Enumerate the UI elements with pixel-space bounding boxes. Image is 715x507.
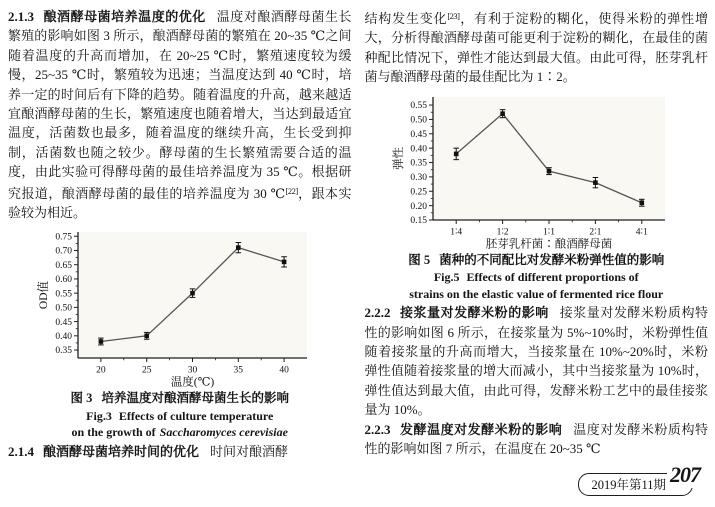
x-tick-label: 1∶1 xyxy=(543,227,556,238)
section-2-1-3-paragraph xyxy=(8,7,352,222)
x-tick-label: 2∶1 xyxy=(589,227,602,238)
data-point-marker xyxy=(547,168,552,173)
section-2-1-3-number: 2.1.3 xyxy=(8,9,34,24)
y-tick-label: 0.35 xyxy=(410,158,428,169)
y-tick-label: 0.30 xyxy=(410,172,428,183)
two-column-layout xyxy=(8,7,708,461)
data-point-marker xyxy=(501,111,506,116)
section-2-1-4-number: 2.1.4 xyxy=(8,443,34,459)
continued-text-end: ，有利于淀粉的糊化，使得米粉的弹性增大，分析得酿酒酵母菌可能更利于淀粉的糊化，在最佳的菌种配比情况下，弹性才能达到最大值。由此可得，胚芽乳杆菌与酿酒酵母菌的最佳配比为 1∶2。 xyxy=(364,11,708,85)
citation-ref-22: [22] xyxy=(285,185,298,196)
figure-3-en-text2: on the growth of xyxy=(71,425,156,440)
continued-paragraph xyxy=(365,7,709,87)
section-2-1-3-heading: 酿酒酵母菌培养温度的优化 xyxy=(43,9,206,24)
y-tick-label: 0.15 xyxy=(410,215,428,226)
figure-3-en-text: Effects of culture temperature xyxy=(118,408,274,423)
fig3-line-chart xyxy=(36,225,323,390)
issue-badge: 2019年第11期 xyxy=(578,473,693,496)
figure-3-label: 图 3 xyxy=(70,391,93,406)
figure-3-caption-en-line2 xyxy=(8,424,352,441)
section-2-2-3-paragraph xyxy=(365,420,709,459)
y-tick-label: 0.55 xyxy=(410,100,428,111)
figure-5-en-text2: strains on the elastic value of fermented rice flour xyxy=(409,286,664,301)
continued-text: 结构发生变化 xyxy=(364,11,448,26)
y-tick-label: 0.20 xyxy=(410,201,428,212)
figure-5-en-label: Fig.5 xyxy=(433,270,460,285)
fig5-line-chart xyxy=(391,90,681,252)
figure-3-en-label: Fig.3 xyxy=(86,408,112,423)
y-tick-label: 0.45 xyxy=(55,318,73,329)
figure-5-chart-area xyxy=(365,90,709,252)
y-tick-label: 0.60 xyxy=(55,275,73,286)
figure-3 xyxy=(8,225,352,441)
data-point-marker xyxy=(190,291,195,296)
section-2-1-3-body: 温度对酿酒酵母菌生长繁殖的影响如图 3 所示，酿酒酵母菌的繁殖在 20~35 ℃之间随着温度的升高而增加，在 20~25 ℃时，繁殖速度较为缓慢，25~35 ℃时，繁殖较为迅速；当温度达到 40 ℃时，培养一定的时间后有下降的趋势。随着温度的升高，越来越适宜酿酒酵母菌的生长，繁殖速度也随着增大，当达到最适宜温度，活菌数也最多，随着温度的继续升高，生长受到抑制，活菌数也随之较少。酵母菌的生长繁殖需要合适的温度，由此实验可得酵母菌的最佳培养温度为 35 ℃。根据研究报道，酿酒酵母菌的最佳的培养温度为 30 ℃ xyxy=(8,9,352,201)
y-tick-label: 0.25 xyxy=(410,187,428,198)
y-axis-label: OD值 xyxy=(38,281,51,310)
page-number: 207 xyxy=(667,462,703,488)
left-column xyxy=(8,7,352,461)
y-axis-label: 弹性 xyxy=(393,146,406,170)
section-2-1-4-body: 时间对酿酒酵 xyxy=(210,443,289,459)
figure-5-caption-en-line2 xyxy=(365,286,709,303)
y-tick-label: 0.40 xyxy=(55,332,73,343)
figure-5 xyxy=(365,90,709,303)
figure-5-title: 菌种的不同配比对发酵米粉弹性值的影响 xyxy=(439,252,665,267)
x-tick-label: 4∶1 xyxy=(636,227,649,238)
section-2-1-3-body-end: ，跟本实验较为相近。 xyxy=(8,185,352,221)
data-point-marker xyxy=(640,200,645,205)
figure-3-title: 培养温度对酿酒酵母菌生长的影响 xyxy=(101,391,289,406)
x-tick-label: 35 xyxy=(233,365,244,376)
y-tick-label: 0.35 xyxy=(55,346,73,357)
x-tick-label: 30 xyxy=(188,365,198,376)
section-2-1-4-paragraph xyxy=(8,442,352,461)
right-column xyxy=(365,7,709,461)
section-2-2-2-body: 接浆量对发酵米粉质构特性的影响如图 6 所示，在接浆量为 5%~10%时，米粉弹性值随着接浆量的升高而增大，当接浆量在 10%~20%时，米粉弹性值随着接浆量的增大而减小，其中当接浆量为 10%时，弹性值达到最大值，由此可得，发酵米粉工艺中的最佳接浆量为 10%。 xyxy=(364,305,708,418)
y-tick-label: 0.70 xyxy=(55,247,73,258)
data-point-marker xyxy=(145,334,150,339)
data-point-marker xyxy=(282,260,287,265)
x-tick-label: 1∶2 xyxy=(496,227,509,238)
figure-5-caption-en-line1 xyxy=(365,269,709,286)
plot-background xyxy=(433,97,665,220)
x-tick-label: 20 xyxy=(96,365,106,376)
section-2-2-2-paragraph xyxy=(365,303,709,419)
x-tick-label: 25 xyxy=(142,365,152,376)
x-axis-label: 胚芽乳杆菌∶酿酒酵母菌 xyxy=(486,238,613,251)
data-point-marker xyxy=(236,246,241,251)
y-tick-label: 0.65 xyxy=(55,261,73,272)
y-tick-label: 0.55 xyxy=(55,289,73,300)
data-point-marker xyxy=(99,340,104,345)
figure-3-chart-area xyxy=(8,225,352,390)
section-2-2-3-heading: 发酵温度对发酵米粉的影响 xyxy=(399,421,563,437)
data-point-marker xyxy=(454,151,459,156)
y-tick-label: 0.50 xyxy=(55,304,73,315)
x-tick-label: 40 xyxy=(279,365,290,376)
figure-5-en-text: Effects of different proportions of xyxy=(466,270,639,285)
y-tick-label: 0.75 xyxy=(55,232,73,243)
x-axis-label: 温度(℃) xyxy=(170,376,215,389)
y-tick-label: 0.50 xyxy=(410,115,428,126)
section-2-2-3-body: 温度对发酵米粉质构特性的影响如图 7 所示，在温度在 20~35 ℃ xyxy=(364,421,708,456)
section-2-1-4-heading: 酿酒酵母菌培养时间的优化 xyxy=(43,443,200,459)
citation-ref-23: [23] xyxy=(447,11,460,21)
species-name-italic: Saccharomyces cerevisiae xyxy=(159,425,288,440)
y-tick-label: 0.40 xyxy=(410,143,428,154)
page-footer xyxy=(578,462,700,496)
x-tick-label: 1∶4 xyxy=(450,227,463,238)
figure-5-label: 图 5 xyxy=(408,252,431,267)
y-tick-label: 0.45 xyxy=(410,129,428,140)
data-point-marker xyxy=(593,180,598,185)
section-2-2-2-number: 2.2.2 xyxy=(364,305,391,321)
section-2-2-2-heading: 接浆量对发酵米粉的影响 xyxy=(399,305,549,321)
figure-3-caption-en-line1 xyxy=(8,408,352,425)
figure-3-caption-zh xyxy=(8,390,352,408)
figure-5-caption-zh xyxy=(365,252,709,270)
section-2-2-3-number: 2.2.3 xyxy=(364,421,391,437)
